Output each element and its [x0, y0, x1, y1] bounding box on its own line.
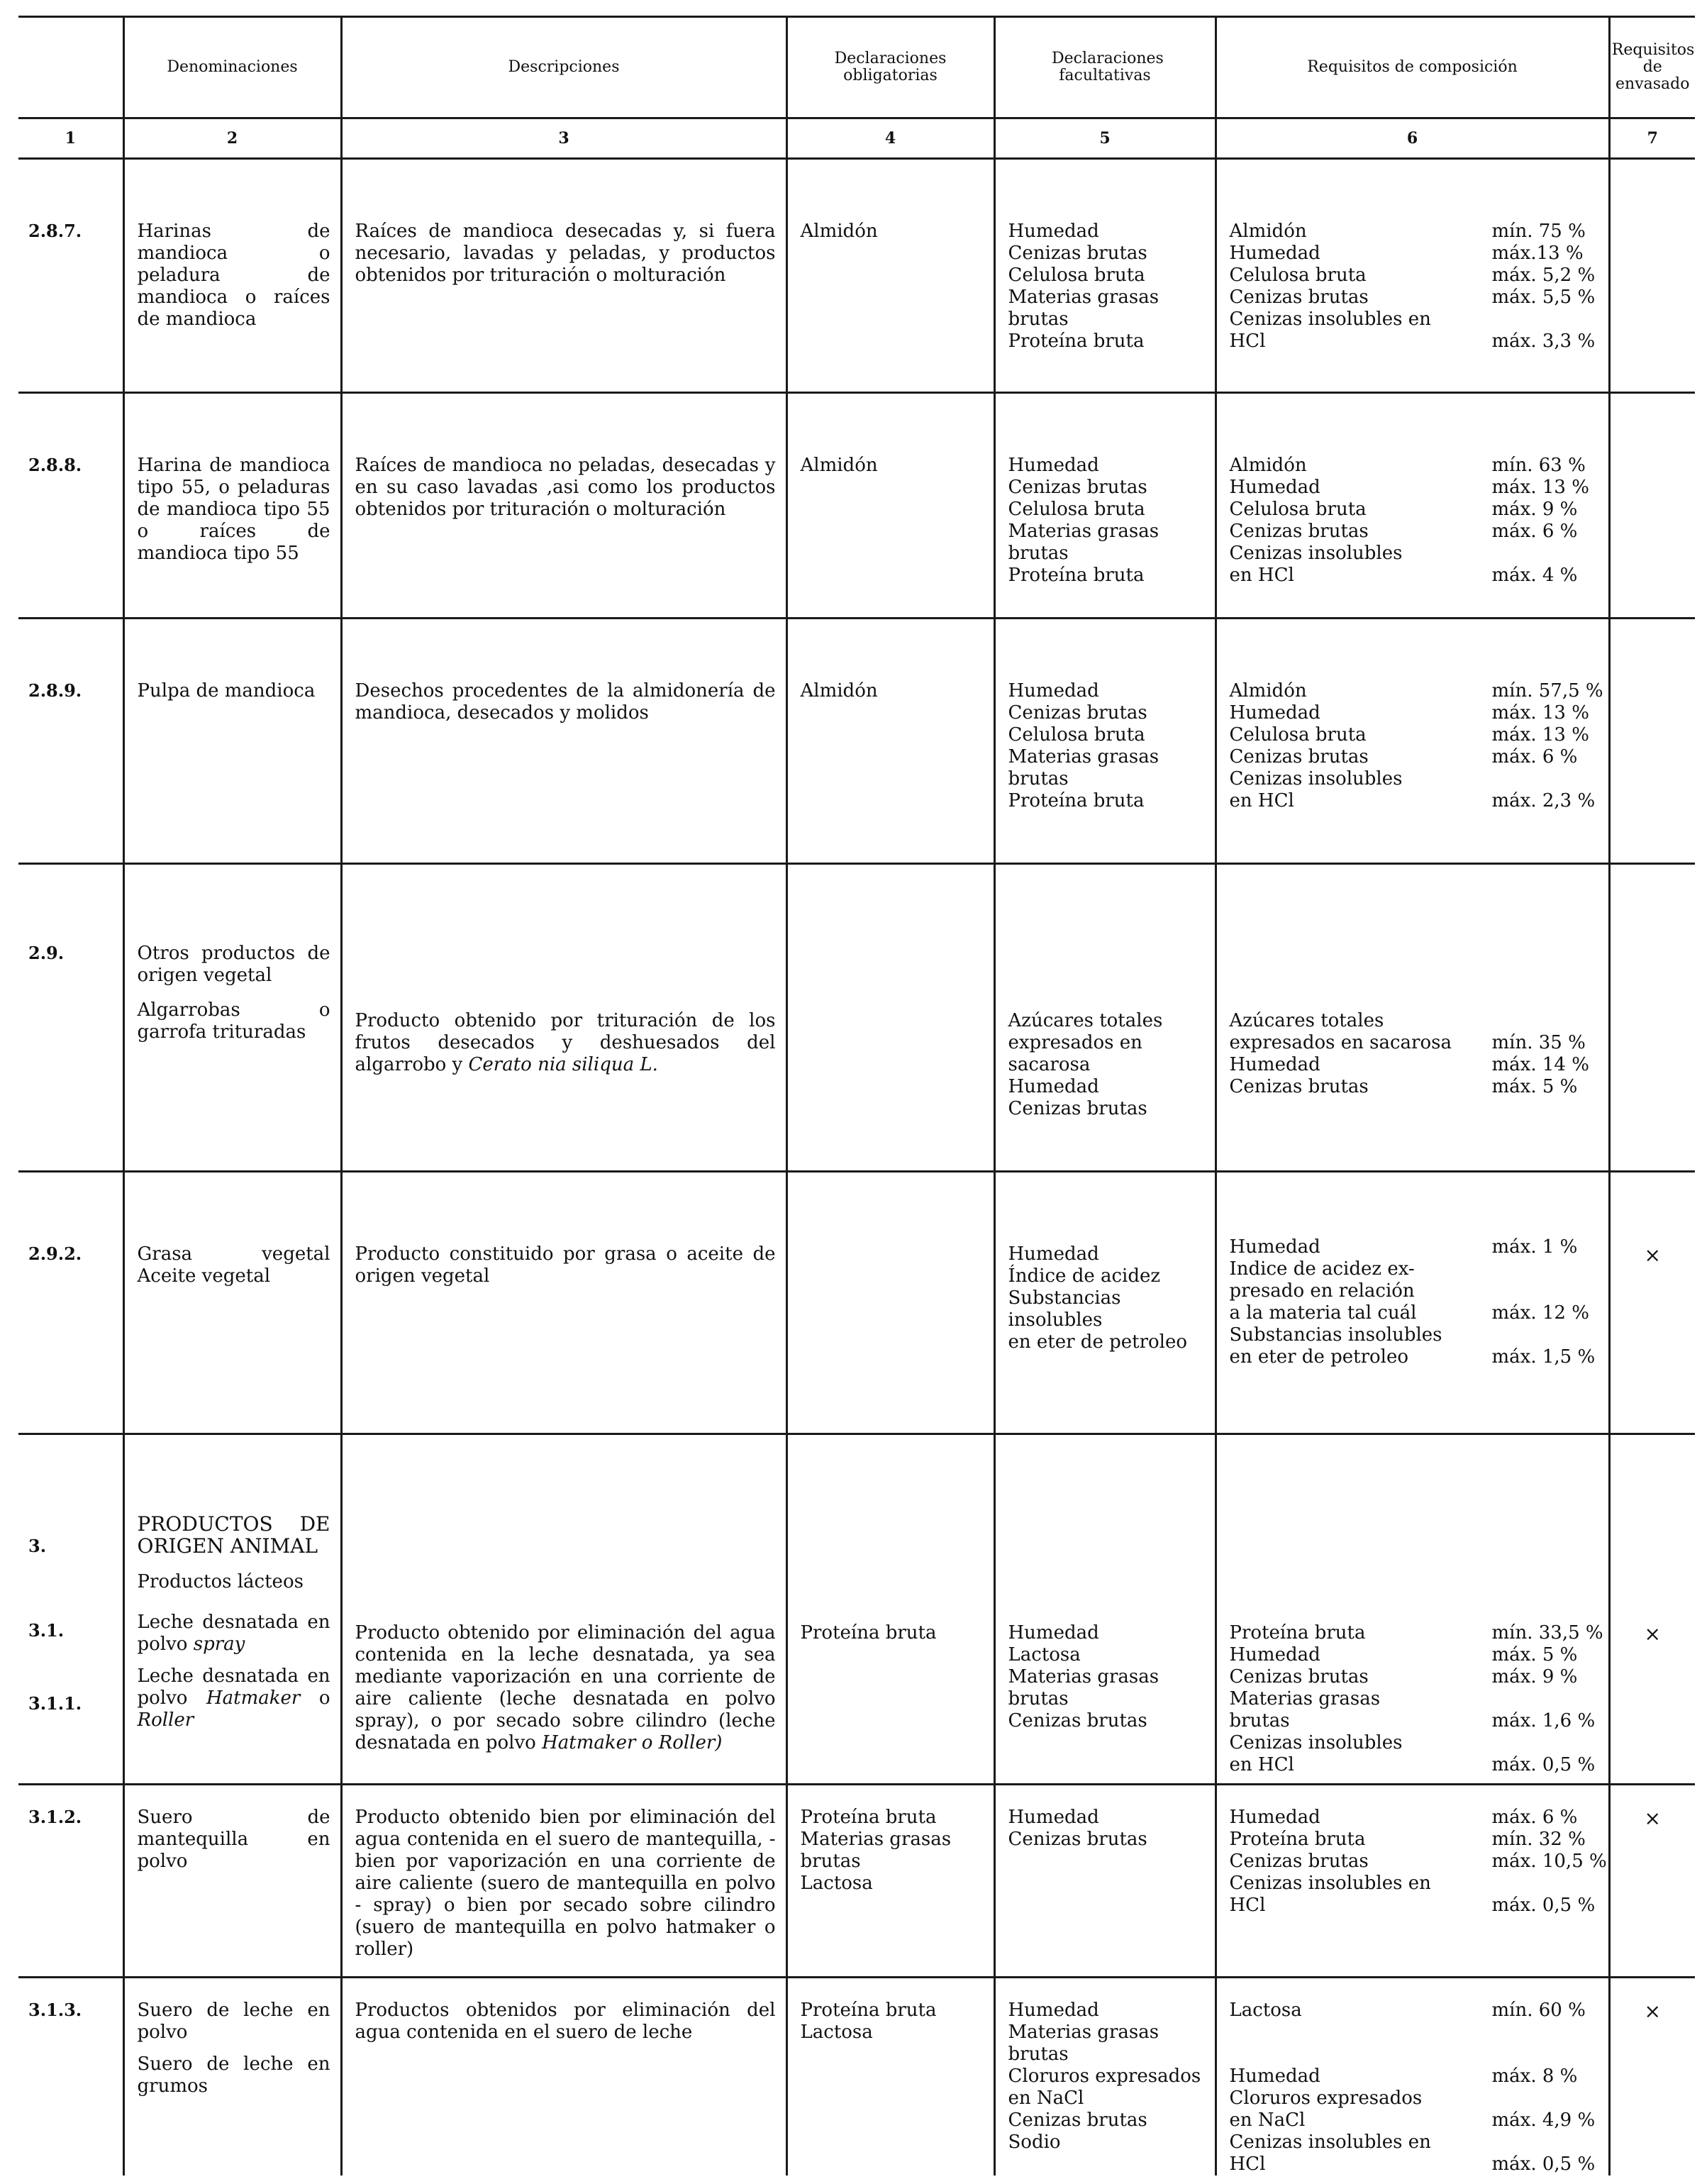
declaration-item: Substancias insolubles [1008, 1287, 1121, 1331]
requirement-value: máx. 13 % [1491, 702, 1589, 724]
row-packaging-requirement [1609, 393, 1695, 619]
declaration-item: Azúcares totales expresados en sacarosa [1008, 1010, 1163, 1075]
requirement-label: Celulosa bruta [1229, 265, 1367, 286]
row-composition-requirements [1216, 1172, 1609, 1434]
denomination-italic: Hatmaker [206, 1687, 301, 1709]
requirement-label: brutas [1229, 1710, 1290, 1731]
table-row [18, 1978, 1695, 2176]
spacer [28, 1658, 123, 1676]
row-mandatory-declarations [786, 1434, 994, 1785]
declaration-item: Materias grasas [1008, 521, 1159, 542]
row-mandatory-declarations [786, 393, 994, 619]
requirement-label [1230, 2044, 1486, 2066]
row-mandatory-declarations [786, 1172, 994, 1434]
header-declaraciones-facultativas [994, 17, 1216, 118]
requirement-list [1230, 1236, 1598, 1368]
row-optional-declarations [994, 1172, 1216, 1434]
requirement-label: Substancias insolubles [1229, 1324, 1442, 1346]
column-number: 3 [341, 118, 786, 159]
row-packaging-requirement: × [1609, 1434, 1695, 1785]
requirement-label: Proteína bruta [1229, 1622, 1366, 1643]
requirement-list [1230, 1010, 1598, 1098]
header-row [18, 17, 1695, 118]
requirement-value: máx. 1,5 % [1491, 1346, 1596, 1368]
declaration-item: Materias grasas [1008, 2022, 1159, 2043]
declaration-item: brutas [1008, 1688, 1069, 1709]
row-denomination [123, 864, 341, 1172]
table-row [18, 1434, 1695, 1785]
declaration-item: Almidón [800, 455, 878, 476]
header-label: Requisitos de envasado [1611, 40, 1695, 94]
declaration-item: Humedad [1008, 1076, 1099, 1097]
row-code: 3.1.2. [18, 1785, 123, 1978]
requirement-value [1492, 1258, 1598, 1280]
column-number: 5 [994, 118, 1216, 159]
row-description: Raíces de mandioca desecadas y, si fuera necesario, lavadas y peladas, y productos obtenidos por trituración o molturación [341, 159, 786, 393]
declaration-item: Celulosa bruta [1008, 499, 1145, 520]
table-row [18, 864, 1695, 1172]
row-packaging-requirement [1609, 159, 1695, 393]
requirement-label: Cenizas insolubles [1229, 543, 1403, 564]
header-requisitos-composicion: Requisitos de composición [1216, 17, 1609, 118]
row-packaging-requirement: × [1609, 1978, 1695, 2176]
requirement-label: presado en relación [1229, 1280, 1415, 1302]
declaration-item: Materias grasas [1008, 746, 1159, 767]
requirement-label: Celulosa bruta [1229, 724, 1367, 745]
requirement-value: máx. 0,5 % [1491, 1895, 1596, 1916]
row-description: Raíces de mandioca no peladas, desecadas y en su caso lavadas ,asi como los productos obtenidos por trituración o molturación [341, 393, 786, 619]
declaration-item: Humedad [1008, 1243, 1099, 1265]
declaration-item: brutas [800, 1851, 861, 1872]
row-mandatory-declarations [786, 159, 994, 393]
declaration-item: Cloruros expresados [1008, 2066, 1201, 2087]
subsection-title: Productos lácteos [137, 1571, 304, 1592]
requirement-value: máx. 6 % [1491, 521, 1578, 542]
requirement-value: máx. 5,2 % [1491, 265, 1596, 286]
row-code [18, 1434, 123, 1785]
requirement-label: Cenizas brutas [1229, 1076, 1369, 1097]
requirement-label: Almidón [1229, 221, 1307, 242]
declaration-item: Humedad [1008, 1622, 1099, 1643]
requirement-label: en HCl [1229, 1754, 1294, 1775]
requirement-value [1492, 2088, 1598, 2110]
column-number: 2 [123, 118, 341, 159]
row-description: Producto constituido por grasa o aceite de origen vegetal [341, 1172, 786, 1434]
declaration-item: Sodio [1008, 2132, 1061, 2153]
row-optional-declarations [994, 619, 1216, 864]
declaration-item: Cenizas brutas [1008, 702, 1147, 724]
declaration-item: Almidón [800, 680, 878, 702]
declaration-item: Cenizas brutas [1008, 2110, 1147, 2131]
declaration-item: Índice de acidez [1008, 1265, 1161, 1287]
requirement-value: máx.13 % [1491, 243, 1584, 264]
declaration-item: Humedad [1008, 2000, 1099, 2021]
declaration-item: Cenizas brutas [1008, 243, 1147, 264]
row-composition-requirements [1216, 1978, 1609, 2176]
requirement-label: en HCl [1229, 565, 1294, 586]
declaration-item: brutas [1008, 768, 1069, 789]
row-description [341, 1434, 786, 1785]
row-code: 2.8.8. [18, 393, 123, 619]
declaration-item: Proteína bruta [800, 1622, 937, 1643]
denomination-part: Leche desnatada en polvo [137, 1612, 330, 1655]
row-denomination [123, 1434, 341, 1785]
header-denominaciones: Denominaciones [123, 17, 341, 118]
declaration-item: Cenizas brutas [1008, 1098, 1147, 1119]
requirement-label: Cenizas brutas [1229, 746, 1369, 767]
column-number: 6 [1216, 118, 1609, 159]
table-row [18, 619, 1695, 864]
requirement-label: en eter de petroleo [1229, 1346, 1409, 1368]
requirement-label: Celulosa bruta [1229, 499, 1367, 520]
declaration-item: Humedad [1008, 455, 1099, 476]
row-denomination: Suero de mantequilla en polvo [123, 1785, 341, 1978]
requirement-value [1492, 2022, 1598, 2044]
group-heading: Otros productos de origen vegetal [137, 943, 330, 986]
row-code: 2.8.9. [18, 619, 123, 864]
requirement-label: Cenizas brutas [1229, 287, 1369, 308]
requirement-label: Cloruros expresados [1229, 2088, 1423, 2109]
row-denomination: Harina de mandioca tipo 55, o peladuras de mandioca tipo 55 o raíces de mandioca tipo 55 [123, 393, 341, 619]
requirement-label: Azúcares totales [1229, 1010, 1384, 1031]
declaration-item: brutas [1008, 543, 1069, 564]
requirement-value: máx. 0,5 % [1491, 2153, 1596, 2175]
description-italic: Cerato nia siliqua L. [468, 1054, 658, 1075]
declaration-item: Cenizas brutas [1008, 1829, 1147, 1850]
header-col-1 [18, 17, 123, 118]
requirement-label: Cenizas insolubles en [1229, 2132, 1431, 2153]
requirement-label: Humedad [1229, 2066, 1320, 2087]
requirement-value [1492, 309, 1598, 331]
row-composition-requirements [1216, 159, 1609, 393]
requirement-label: Cenizas insolubles [1229, 1732, 1403, 1753]
denomination-text [138, 1665, 330, 1731]
requirement-list [1229, 1622, 1603, 1776]
declaration-item: Celulosa bruta [1008, 724, 1145, 745]
requirement-label: Humedad [1229, 1807, 1320, 1828]
column-number: 4 [786, 118, 994, 159]
declaration-item: Materias grasas [1008, 287, 1159, 308]
column-number-row [18, 118, 1695, 159]
declaration-item: brutas [1008, 309, 1069, 330]
column-number: 7 [1609, 118, 1695, 159]
row-description: Productos obtenidos por eliminación del agua contenida en el suero de leche [341, 1978, 786, 2176]
row-optional-declarations [994, 864, 1216, 1172]
column-number: 1 [18, 118, 123, 159]
spacer [138, 987, 330, 999]
row-mandatory-declarations [786, 1785, 994, 1978]
declaration-item: Materias grasas [800, 1829, 952, 1850]
requirement-label: Humedad [1229, 1236, 1320, 1258]
requirement-list [1230, 2000, 1598, 2175]
row-optional-declarations [994, 1785, 1216, 1978]
requirement-value: máx. 8 % [1491, 2066, 1578, 2087]
declaration-item: Materias grasas [1008, 1666, 1159, 1687]
row-composition-requirements [1216, 619, 1609, 864]
requirement-label: Humedad [1229, 477, 1320, 498]
requirement-label: Lactosa [1229, 2000, 1302, 2021]
requirement-label: Cenizas insolubles en [1229, 309, 1431, 330]
requirement-label: Humedad [1229, 243, 1320, 264]
declaration-item: Humedad [1008, 680, 1099, 702]
spacer [138, 1656, 330, 1665]
denomination-text: Suero de leche en grumos [137, 2053, 330, 2097]
requirement-label: Indice de acidez ex- [1229, 1258, 1415, 1280]
requirement-value: máx. 6 % [1491, 746, 1578, 767]
spacer [28, 1573, 123, 1603]
requirement-value [1492, 1280, 1598, 1302]
requirement-label: Almidón [1229, 455, 1307, 476]
requirement-list [1230, 221, 1598, 353]
requirement-value: máx. 9 % [1491, 1666, 1578, 1687]
denomination-italic: spray [193, 1634, 245, 1655]
row-denomination: Grasa vegetal Aceite vegetal [123, 1172, 341, 1434]
row-code: 2.9. [18, 864, 123, 1172]
requirement-value: máx. 4 % [1491, 565, 1578, 586]
declaration-item: brutas [1008, 2044, 1069, 2065]
denomination-text: Suero de leche en polvo [137, 2000, 330, 2043]
requirement-value [1492, 2132, 1598, 2153]
row-packaging-requirement: × [1609, 1172, 1695, 1434]
requirement-label: Almidón [1229, 680, 1307, 702]
requirement-label: Cenizas insolubles en [1229, 1873, 1431, 1894]
requirement-label: Materias grasas [1229, 1688, 1381, 1709]
requirement-label: expresados en sacarosa [1229, 1032, 1452, 1053]
spacer [138, 1557, 330, 1571]
declaration-item: Lactosa [800, 2022, 873, 2043]
row-composition-requirements [1216, 1434, 1609, 1785]
requirement-label: Humedad [1229, 1054, 1320, 1075]
requirement-value [1492, 1324, 1598, 1346]
denomination-italic: Roller [137, 1709, 194, 1731]
requirement-label: Humedad [1229, 702, 1320, 724]
requirement-value [1492, 1873, 1598, 1895]
declaration-item: Lactosa [800, 1873, 873, 1894]
requirement-value: máx. 9 % [1491, 499, 1578, 520]
header-descripciones: Descripciones [341, 17, 786, 118]
requirement-value [1492, 1010, 1598, 1032]
table-row [18, 1172, 1695, 1434]
row-optional-declarations [994, 159, 1216, 393]
row-description: Desechos procedentes de la almidonería de mandioca, desecados y molidos [341, 619, 786, 864]
denomination-text [138, 1612, 330, 1656]
requirement-list [1229, 680, 1603, 812]
requirement-label: Proteína bruta [1229, 1829, 1366, 1850]
row-optional-declarations [994, 393, 1216, 619]
row-packaging-requirement [1609, 619, 1695, 864]
row-denomination: Pulpa de mandioca [123, 619, 341, 864]
requirement-value: máx. 2,3 % [1491, 790, 1596, 811]
requirement-value [1492, 543, 1598, 565]
requirement-value: mín. 75 % [1491, 221, 1586, 242]
subsection-code: 3.1. [28, 1620, 65, 1641]
requirement-label: HCl [1229, 2153, 1266, 2175]
requirement-label: a la materia tal cuál [1229, 1302, 1417, 1324]
row-composition-requirements [1216, 1785, 1609, 1978]
header-requisitos-envasado [1609, 17, 1695, 118]
requirement-value: máx. 0,5 % [1491, 1754, 1596, 1775]
declaration-item: Almidón [800, 221, 878, 242]
row-composition-requirements [1216, 864, 1609, 1172]
requirement-value: mín. 63 % [1491, 455, 1586, 476]
requirement-value: máx. 5 % [1491, 1076, 1578, 1097]
requirement-value: mín. 57,5 % [1491, 680, 1603, 702]
requirement-value: máx. 13 % [1491, 477, 1589, 498]
row-description [341, 864, 786, 1172]
declaration-item: Proteína bruta [800, 1807, 937, 1828]
requirement-value: máx. 5,5 % [1491, 287, 1596, 308]
section-code: 3. [28, 1536, 47, 1556]
requirement-label: Humedad [1229, 1644, 1320, 1665]
row-composition-requirements [1216, 393, 1609, 619]
header-label: Declaraciones facultativas [1052, 49, 1164, 84]
requirement-label: Cenizas brutas [1229, 521, 1369, 542]
row-denomination [123, 1978, 341, 2176]
declaration-item: Proteína bruta [1008, 565, 1145, 586]
declaration-item: Humedad [1008, 1807, 1099, 1828]
row-mandatory-declarations [786, 1978, 994, 2176]
requirement-label: en NaCl [1229, 2110, 1306, 2131]
row-optional-declarations [994, 1434, 1216, 1785]
row-code: 2.9.2. [18, 1172, 123, 1434]
requirement-value: máx. 12 % [1491, 1302, 1589, 1324]
requirement-value: mín. 35 % [1491, 1032, 1586, 1053]
row-packaging-requirement: × [1609, 1785, 1695, 1978]
declaration-item: Proteína bruta [1008, 790, 1145, 811]
requirement-label: HCl [1229, 331, 1266, 352]
row-packaging-requirement [1609, 864, 1695, 1172]
requirement-value: máx. 14 % [1491, 1054, 1589, 1075]
requirement-value: mín. 33,5 % [1491, 1622, 1603, 1643]
row-denomination: Harinas de mandioca o peladura de mandioca o raíces de mandioca [123, 159, 341, 393]
requirement-list [1229, 1807, 1607, 1917]
declaration-item: Cenizas brutas [1008, 477, 1147, 498]
row-mandatory-declarations [786, 864, 994, 1172]
table-row [18, 1785, 1695, 1978]
requirement-value: máx. 13 % [1491, 724, 1589, 745]
row-code: 3.1.3. [28, 2000, 82, 2020]
table-row [18, 159, 1695, 393]
table-row [18, 393, 1695, 619]
declaration-item: Celulosa bruta [1008, 265, 1145, 286]
requirement-value [1492, 768, 1598, 790]
requirement-value: máx. 10,5 % [1491, 1851, 1607, 1872]
requirement-value: máx. 1,6 % [1491, 1710, 1596, 1731]
denomination-part: Leche desnatada en polvo [137, 1665, 330, 1709]
spacer [138, 2044, 330, 2053]
requirement-label [1230, 2022, 1486, 2044]
denomination-part: o [318, 1687, 330, 1709]
requirement-value: máx. 6 % [1491, 1807, 1578, 1828]
header-label: Declaraciones obligatorias [834, 49, 947, 84]
declaration-item: Humedad [1008, 221, 1099, 242]
requirement-value [1492, 1688, 1598, 1710]
declaration-item: en NaCl [1008, 2088, 1084, 2109]
requirement-label: HCl [1229, 1895, 1266, 1916]
requirement-value: máx. 4,9 % [1491, 2110, 1596, 2131]
requirement-label: Cenizas brutas [1229, 1851, 1369, 1872]
row-description: Producto obtenido bien por eliminación del agua contenida en el suero de mantequilla, - bien por vaporización en una corriente de aire caliente (suero de mantequilla en polvo - spray) o bien por secado sobre cilindro (suero de mantequilla en polvo hatmaker o roller) [341, 1785, 786, 1978]
requirement-label: Cenizas insolubles [1229, 768, 1403, 789]
requirement-label: en HCl [1229, 790, 1294, 811]
requirement-value [1492, 1732, 1598, 1754]
requirement-label: Cenizas brutas [1229, 1666, 1369, 1687]
requirement-value: mín. 32 % [1491, 1829, 1586, 1850]
requirement-value: máx. 5 % [1491, 1644, 1578, 1665]
header-declaraciones-obligatorias [786, 17, 994, 118]
requirement-value: máx. 3,3 % [1491, 331, 1596, 352]
declaration-item: Lactosa [1008, 1644, 1081, 1665]
item-code: 3.1.1. [28, 1693, 82, 1714]
description-italic: Hatmaker o Roller) [542, 1732, 723, 1753]
row-mandatory-declarations [786, 619, 994, 864]
row-code: 2.8.7. [18, 159, 123, 393]
denomination-text: Algarrobas o garrofa trituradas [137, 999, 330, 1043]
declaration-item: Proteína bruta [1008, 331, 1145, 352]
declaration-item: en eter de petroleo [1008, 1331, 1188, 1353]
declaration-item: Cenizas brutas [1008, 1710, 1147, 1731]
composition-table [18, 16, 1695, 2175]
description-text: Producto obtenido por eliminación del agua contenida en la leche desnatada, ya sea mediante vaporización en una corriente de aire caliente (leche desnatada en polvo spray), o por secado sobre cilindro (leche desnatada en polvo [355, 1622, 776, 1753]
declaration-item: Proteína bruta [800, 2000, 937, 2021]
description-text: Producto obtenido por trituración de los frutos desecados y deshuesados del algarrobo y [355, 1010, 776, 1075]
requirement-value: máx. 1 % [1491, 1236, 1578, 1258]
requirement-value [1492, 2044, 1598, 2066]
requirement-list [1230, 455, 1598, 587]
section-title: PRODUCTOS DE ORIGEN ANIMAL [137, 1512, 330, 1558]
requirement-value: mín. 60 % [1491, 2000, 1586, 2021]
row-optional-declarations [994, 1978, 1216, 2176]
spacer [138, 1593, 330, 1612]
